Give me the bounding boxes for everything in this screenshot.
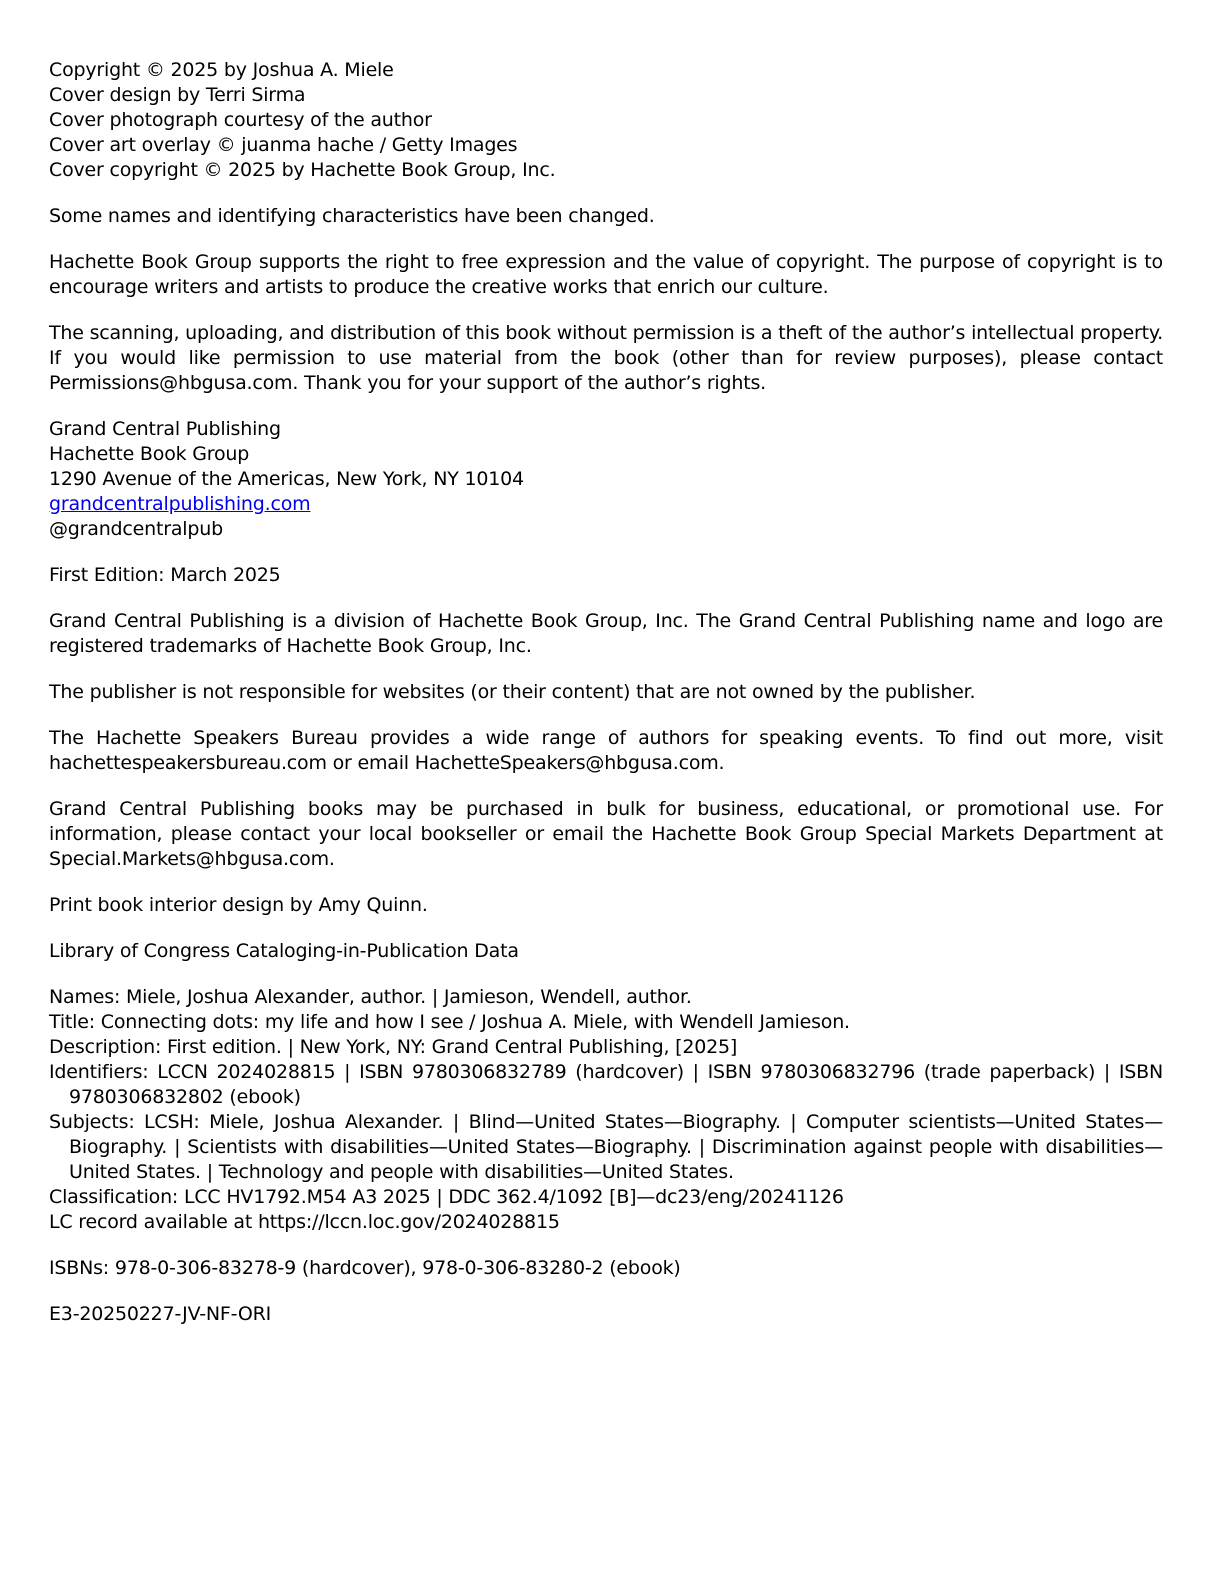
publisher-street-address: 1290 Avenue of the Americas, New York, NY 10104 [49,468,524,490]
permissions-paragraph: The scanning, uploading, and distribution of this book without permission is a theft of the author’s intellectual property. If you would like permission to use material from the book (other than for review purposes), please contact Permissions@hbgusa.com. Thank you for your support of the author’s rights. [49,322,1163,394]
cip-classification: Classification: LCC HV1792.M54 A3 2025 | DDC 362.4/1092 [B]—dc23/eng/20241126 [49,1186,844,1208]
speakers-bureau-paragraph: The Hachette Speakers Bureau provides a wide range of authors for speaking events. To find out more, visit hachettespeakersbureau.com or email HachetteSpeakers@hbgusa.com. [49,727,1163,774]
cover-copyright-line: Cover copyright © 2025 by Hachette Book Group, Inc. [49,159,556,181]
cip-lc-record: LC record available at https://lccn.loc.gov/2024028815 [49,1211,560,1233]
cip-title: Title: Connecting dots: my life and how I see / Joshua A. Miele, with Wendell Jamieson. [49,1011,850,1033]
cip-heading: Library of Congress Cataloging-in-Publication Data [49,940,519,962]
interior-design-credit: Print book interior design by Amy Quinn. [49,894,428,916]
edition-line: First Edition: March 2025 [49,564,281,586]
print-code: E3-20250227-JV-NF-ORI [49,1303,272,1325]
websites-disclaimer: The publisher is not responsible for websites (or their content) that are not owned by the publisher. [49,681,976,703]
isbns-line: ISBNs: 978-0-306-83278-9 (hardcover), 978-0-306-83280-2 (ebook) [49,1257,681,1279]
copyright-line: Copyright © 2025 by Joshua A. Miele [49,59,394,81]
publisher-website-link[interactable]: grandcentralpublishing.com [49,493,311,515]
publisher-name: Grand Central Publishing [49,418,281,440]
bulk-purchase-paragraph: Grand Central Publishing books may be purchased in bulk for business, educational, or promotional use. For information, please contact your local bookseller or email the Hachette Book Group Special Markets Department at Special.Markets@hbgusa.com. [49,798,1163,870]
names-notice: Some names and identifying characteristics have been changed. [49,205,655,227]
cip-data [49,985,1163,1235]
trademark-paragraph: Grand Central Publishing is a division of Hachette Book Group, Inc. The Grand Central Publishing name and logo are registered trademarks of Hachette Book Group, Inc. [49,610,1163,657]
copyright-page [49,58,1163,1348]
publisher-social-handle: @grandcentralpub [49,518,223,540]
publisher-address [49,417,1163,542]
copyright-block [49,58,1163,183]
free-expression-paragraph: Hachette Book Group supports the right to free expression and the value of copyright. The purpose of copyright is to encourage writers and artists to produce the creative works that enrich our culture. [49,251,1163,298]
cip-subjects: Subjects: LCSH: Miele, Joshua Alexander. | Blind—United States—Biography. | Computer scientists—United States—Biography. | Scientists with disabilities—United States—Biography. | Discrimination against people with disabilities—United States. | Technology and people with disabilities—United States. [49,1111,1163,1183]
cover-photograph-line: Cover photograph courtesy of the author [49,109,432,131]
publisher-group: Hachette Book Group [49,443,250,465]
cover-design-line: Cover design by Terri Sirma [49,84,306,106]
cover-art-line: Cover art overlay © juanma hache / Getty Images [49,134,518,156]
cip-names: Names: Miele, Joshua Alexander, author. | Jamieson, Wendell, author. [49,986,692,1008]
cip-identifiers: Identifiers: LCCN 2024028815 | ISBN 9780306832789 (hardcover) | ISBN 9780306832796 (trade paperback) | ISBN 9780306832802 (ebook) [49,1061,1163,1108]
cip-description: Description: First edition. | New York, NY: Grand Central Publishing, [2025] [49,1036,738,1058]
